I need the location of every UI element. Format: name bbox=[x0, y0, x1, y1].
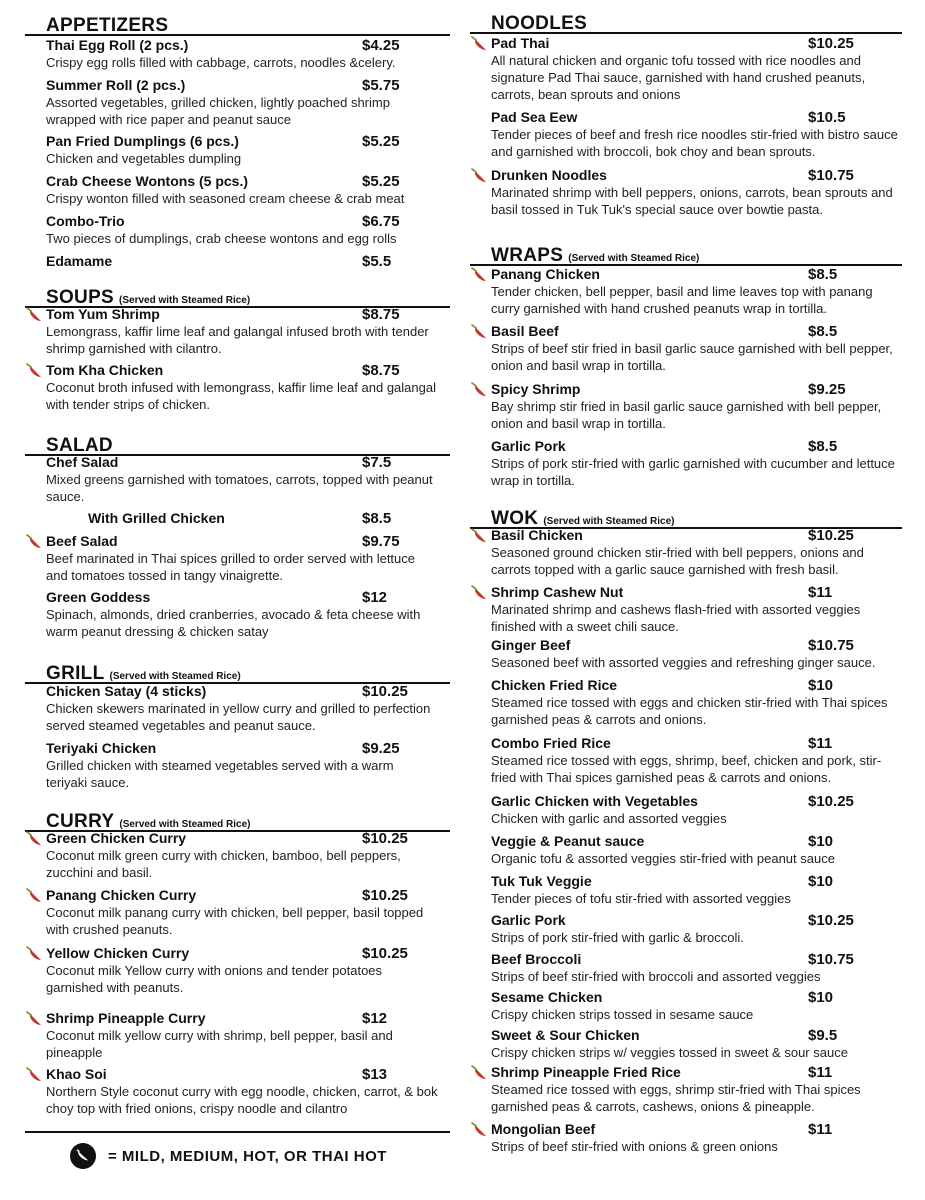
item-description: Marinated shrimp and cashews flash-fried with assorted veggies finished with a sweet chili sauce. bbox=[491, 602, 861, 634]
item-description: Organic tofu & assorted veggies stir-fried with peanut sauce bbox=[491, 851, 835, 866]
item-name: Tom Yum Shrimp bbox=[46, 306, 160, 322]
item-name: Garlic Pork bbox=[491, 912, 566, 928]
item-name: Shrimp Pineapple Curry bbox=[46, 1010, 206, 1026]
item-price: $10.75 bbox=[808, 167, 854, 184]
pepper-icon bbox=[25, 888, 43, 904]
item-description: Assorted vegetables, grilled chicken, lightly poached shrimp wrapped with rice paper and peanut sauce bbox=[46, 95, 390, 127]
item-name: Yellow Chicken Curry bbox=[46, 945, 190, 961]
pepper-icon bbox=[470, 528, 488, 544]
pepper-icon bbox=[470, 36, 488, 52]
item-price: $12 bbox=[362, 1010, 388, 1027]
item-price: $5.25 bbox=[362, 133, 400, 150]
section-title: NOODLES bbox=[491, 13, 588, 34]
item-price: $8.5 bbox=[362, 510, 392, 527]
item-description: Crispy chicken strips w/ veggies tossed in sweet & sour sauce bbox=[491, 1045, 848, 1060]
spice-legend bbox=[70, 1142, 387, 1170]
item-name: Drunken Noodles bbox=[491, 167, 607, 183]
item-description: Seasoned beef with assorted veggies and refreshing ginger sauce. bbox=[491, 655, 876, 670]
item-price: $10.25 bbox=[808, 35, 854, 52]
item-description: Steamed rice tossed with eggs, shrimp stir-fried with Thai spices garnished peas & carrots, cashews, onions & pineapple. bbox=[491, 1082, 861, 1114]
item-price: $10 bbox=[808, 989, 834, 1006]
item-price: $5.75 bbox=[362, 77, 400, 94]
item-price: $10.75 bbox=[808, 951, 854, 968]
section-note: (Served with Steamed Rice) bbox=[119, 295, 251, 306]
legend-text: = MILD, MEDIUM, HOT, OR THAI HOT bbox=[108, 1147, 387, 1165]
item-name: Green Goddess bbox=[46, 589, 151, 605]
section-note: (Served with Steamed Rice) bbox=[543, 516, 675, 527]
item-price: $10.25 bbox=[362, 830, 408, 847]
section-header bbox=[25, 286, 450, 308]
item-name: Spicy Shrimp bbox=[491, 381, 581, 397]
item-name: Garlic Chicken with Vegetables bbox=[491, 793, 698, 809]
item-description: Two pieces of dumplings, crab cheese wontons and egg rolls bbox=[46, 231, 397, 246]
pepper-icon bbox=[25, 534, 43, 550]
item-price: $8.75 bbox=[362, 362, 400, 379]
item-price: $11 bbox=[808, 735, 833, 752]
item-description: Strips of pork stir-fried with garlic & broccoli. bbox=[491, 930, 744, 945]
section-title: GRILL (Served with Steamed Rice) bbox=[46, 663, 241, 684]
item-price: $10.25 bbox=[362, 887, 408, 904]
pepper-icon bbox=[25, 946, 43, 962]
item-description: Coconut milk yellow curry with shrimp, bell pepper, basil and pineapple bbox=[46, 1028, 393, 1060]
item-description: Mixed greens garnished with tomatoes, carrots, topped with peanut sauce. bbox=[46, 472, 433, 504]
item-name: Pan Fried Dumplings (6 pcs.) bbox=[46, 133, 239, 149]
item-description: Strips of pork stir-fried with garlic garnished with cucumber and lettuce wrap in tortilla. bbox=[491, 456, 895, 488]
item-price: $5.25 bbox=[362, 173, 400, 190]
section-title: CURRY (Served with Steamed Rice) bbox=[46, 811, 251, 832]
pepper-icon bbox=[25, 307, 43, 323]
item-name: Shrimp Cashew Nut bbox=[491, 584, 624, 600]
item-name: Khao Soi bbox=[46, 1066, 107, 1082]
item-price: $10.25 bbox=[362, 683, 408, 700]
section-title: WOK (Served with Steamed Rice) bbox=[491, 508, 675, 529]
item-name: Green Chicken Curry bbox=[46, 830, 187, 846]
item-description: Tender pieces of beef and fresh rice noodles stir-fried with bistro sauce and garnished with broccoli, bok choy and bean sprouts. bbox=[491, 127, 898, 159]
item-price: $11 bbox=[808, 1121, 833, 1138]
item-name: Mongolian Beef bbox=[491, 1121, 596, 1137]
item-description: Tender chicken, bell pepper, basil and lime leaves top with panang curry garnished with hand crushed peanuts wrap in tortilla. bbox=[491, 284, 873, 316]
item-name: Tuk Tuk Veggie bbox=[491, 873, 592, 889]
item-description: Bay shrimp stir fried in basil garlic sauce garnished with bell pepper, onion and basil wrap in tortilla. bbox=[491, 399, 882, 431]
item-description: Marinated shrimp with bell peppers, onions, carrots, bean sprouts and basil tossed in Tuk Tuk's special sauce over bowtie pasta. bbox=[491, 185, 893, 217]
item-name: Garlic Pork bbox=[491, 438, 566, 454]
item-description: Chicken and vegetables dumpling bbox=[46, 151, 242, 166]
item-description: Strips of beef stir-fried with onions & green onions bbox=[491, 1139, 778, 1154]
section-header bbox=[25, 434, 450, 456]
section-header bbox=[25, 14, 450, 36]
item-description: Chicken skewers marinated in yellow curry and grilled to perfection served steamed vegetables and peanut sauce. bbox=[46, 701, 431, 733]
item-price: $4.25 bbox=[362, 37, 400, 54]
item-price: $11 bbox=[808, 1064, 833, 1081]
pepper-icon bbox=[470, 1122, 488, 1138]
pepper-icon bbox=[470, 324, 488, 340]
item-description: Coconut milk panang curry with chicken, bell pepper, basil topped with crushed peanuts. bbox=[46, 905, 424, 937]
item-description: Coconut broth infused with lemongrass, kaffir lime leaf and galangal with tender strips of chicken. bbox=[46, 380, 436, 412]
item-price: $10.75 bbox=[808, 637, 854, 654]
item-name: Panang Chicken bbox=[491, 266, 600, 282]
item-name: Veggie & Peanut sauce bbox=[491, 833, 645, 849]
item-description: Steamed rice tossed with eggs and chicken stir-fried with Thai spices garnished peas & carrots and onions. bbox=[491, 695, 888, 727]
section-title: APPETIZERS bbox=[46, 15, 169, 36]
pepper-icon bbox=[470, 382, 488, 398]
item-name: Thai Egg Roll (2 pcs.) bbox=[46, 37, 189, 53]
footer-divider bbox=[25, 1131, 450, 1133]
item-name: Teriyaki Chicken bbox=[46, 740, 157, 756]
item-price: $9.75 bbox=[362, 533, 400, 550]
item-name: Basil Beef bbox=[491, 323, 559, 339]
section-note: (Served with Steamed Rice) bbox=[119, 819, 251, 830]
item-name: Panang Chicken Curry bbox=[46, 887, 197, 903]
item-name: Chicken Satay (4 sticks) bbox=[46, 683, 207, 699]
item-description: Strips of beef stir-fried with broccoli and assorted veggies bbox=[491, 969, 821, 984]
item-description: Crispy egg rolls filled with cabbage, carrots, noodles &celery. bbox=[46, 55, 396, 70]
section-note: (Served with Steamed Rice) bbox=[109, 671, 241, 682]
item-description: Crispy wonton filled with seasoned cream cheese & crab meat bbox=[46, 191, 405, 206]
item-description: Strips of beef stir fried in basil garlic sauce garnished with bell pepper, onion and basil wrap in tortilla. bbox=[491, 341, 893, 373]
item-description: Spinach, almonds, dried cranberries, avocado & feta cheese with warm peanut dressing & chicken satay bbox=[46, 607, 421, 639]
item-price: $9.25 bbox=[362, 740, 400, 757]
item-name: Tom Kha Chicken bbox=[46, 362, 164, 378]
item-description: Grilled chicken with steamed vegetables served with a warm teriyaki sauce. bbox=[46, 758, 394, 790]
item-name: With Grilled Chicken bbox=[88, 510, 225, 526]
item-price: $10.25 bbox=[808, 793, 854, 810]
item-name: Pad Thai bbox=[491, 35, 550, 51]
section-title: SOUPS (Served with Steamed Rice) bbox=[46, 287, 251, 308]
item-description: Steamed rice tossed with eggs, shrimp, beef, chicken and pork, stir-fried with Thai spices garnished peas & carrots and onions. bbox=[491, 753, 882, 785]
item-price: $10.25 bbox=[362, 945, 408, 962]
item-price: $9.25 bbox=[808, 381, 846, 398]
item-description: Tender pieces of tofu stir-fried with assorted veggies bbox=[491, 891, 791, 906]
section-note: (Served with Steamed Rice) bbox=[568, 253, 700, 264]
item-price: $10 bbox=[808, 677, 834, 694]
item-description: Crispy chicken strips tossed in sesame sauce bbox=[491, 1007, 754, 1022]
item-price: $10 bbox=[808, 873, 834, 890]
item-price: $13 bbox=[362, 1066, 388, 1083]
item-price: $8.5 bbox=[808, 438, 838, 455]
section-title: WRAPS (Served with Steamed Rice) bbox=[491, 245, 700, 266]
item-description: All natural chicken and organic tofu tossed with rice noodles and signature Pad Thai sauce, garnished with hand crushed peanuts, carrots, bean sprouts and onions bbox=[491, 53, 866, 102]
item-description: Coconut milk green curry with chicken, bamboo, bell peppers, zucchini and basil. bbox=[46, 848, 401, 880]
pepper-icon bbox=[25, 1067, 43, 1083]
pepper-icon bbox=[470, 1065, 488, 1081]
pepper-icon bbox=[70, 1143, 96, 1169]
item-name: Edamame bbox=[46, 253, 113, 269]
item-price: $10.25 bbox=[808, 912, 854, 929]
pepper-icon bbox=[25, 363, 43, 379]
pepper-icon bbox=[470, 267, 488, 283]
pepper-icon bbox=[470, 585, 488, 601]
item-name: Chicken Fried Rice bbox=[491, 677, 618, 693]
item-description: Seasoned ground chicken stir-fried with bell peppers, onions and carrots topped with a garlic sauce garnished with fresh basil. bbox=[491, 545, 864, 577]
section-title: SALAD bbox=[46, 435, 113, 456]
item-name: Chef Salad bbox=[46, 454, 119, 470]
item-name: Combo Fried Rice bbox=[491, 735, 611, 751]
item-name: Beef Salad bbox=[46, 533, 118, 549]
pepper-icon bbox=[470, 168, 488, 184]
item-name: Shrimp Pineapple Fried Rice bbox=[491, 1064, 681, 1080]
item-price: $5.5 bbox=[362, 253, 392, 270]
item-price: $8.5 bbox=[808, 323, 838, 340]
item-name: Sesame Chicken bbox=[491, 989, 603, 1005]
item-price: $11 bbox=[808, 584, 833, 601]
item-price: $10 bbox=[808, 833, 834, 850]
item-price: $8.5 bbox=[808, 266, 838, 283]
item-description: Northern Style coconut curry with egg noodle, chicken, carrot, & bok choy top with fried onions, crispy noodle and cilantro bbox=[46, 1084, 438, 1116]
item-description: Chicken with garlic and assorted veggies bbox=[491, 811, 727, 826]
section-header bbox=[470, 12, 902, 34]
item-name: Sweet & Sour Chicken bbox=[491, 1027, 640, 1043]
item-name: Combo-Trio bbox=[46, 213, 125, 229]
item-description: Beef marinated in Thai spices grilled to order served with lettuce and tomatoes tossed in tangy vinaigrette. bbox=[46, 551, 416, 583]
item-description: Coconut milk Yellow curry with onions and tender potatoes garnished with peanuts. bbox=[46, 963, 383, 995]
item-price: $10.5 bbox=[808, 109, 846, 126]
section-header bbox=[470, 507, 902, 529]
item-price: $8.75 bbox=[362, 306, 400, 323]
item-price: $10.25 bbox=[808, 527, 854, 544]
section-header bbox=[25, 810, 450, 832]
item-price: $6.75 bbox=[362, 213, 400, 230]
item-name: Pad Sea Eew bbox=[491, 109, 578, 125]
item-description: Lemongrass, kaffir lime leaf and galangal infused broth with tender shrimp garnished with cilantro. bbox=[46, 324, 429, 356]
item-name: Ginger Beef bbox=[491, 637, 571, 653]
pepper-icon bbox=[25, 1011, 43, 1027]
item-name: Beef Broccoli bbox=[491, 951, 582, 967]
item-price: $9.5 bbox=[808, 1027, 838, 1044]
section-header bbox=[470, 244, 902, 266]
item-price: $12 bbox=[362, 589, 388, 606]
item-price: $7.5 bbox=[362, 454, 392, 471]
pepper-icon bbox=[25, 831, 43, 847]
item-name: Crab Cheese Wontons (5 pcs.) bbox=[46, 173, 249, 189]
section-header bbox=[25, 662, 450, 684]
item-name: Basil Chicken bbox=[491, 527, 583, 543]
item-name: Summer Roll (2 pcs.) bbox=[46, 77, 186, 93]
